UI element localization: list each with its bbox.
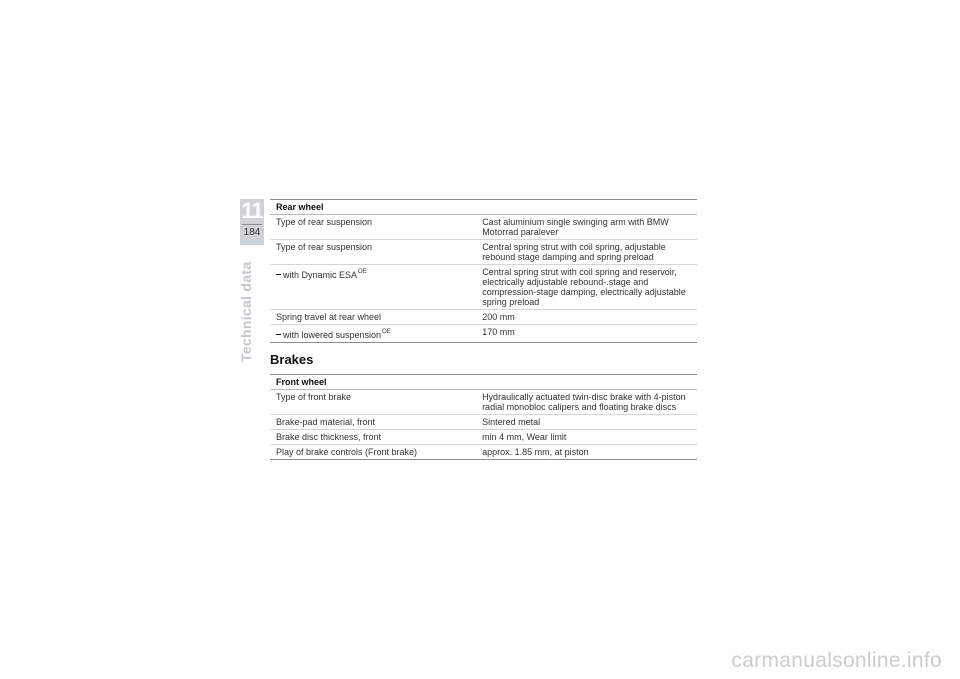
front-wheel-heading: Front wheel: [270, 375, 697, 390]
section-title-brakes: Brakes: [270, 352, 314, 367]
row-label: Type of front brake: [270, 390, 476, 415]
row-label: Brake-pad material, front: [270, 415, 476, 430]
dash-icon: [276, 274, 281, 275]
front-wheel-table: [270, 374, 697, 460]
row-value: 200 mm: [476, 310, 697, 325]
watermark: carmanualsonline.info: [731, 649, 942, 672]
table-row: [270, 240, 697, 265]
row-label: Play of brake controls (Front brake): [270, 445, 476, 460]
row-label-text: with Dynamic ESA: [283, 270, 358, 280]
table-row: [270, 445, 697, 460]
row-value: 170 mm: [476, 325, 697, 343]
rear-wheel-table: [270, 199, 697, 343]
dash-icon: [276, 334, 281, 335]
table-row: [270, 415, 697, 430]
row-label: [270, 265, 476, 310]
row-label: Type of rear suspension: [270, 240, 476, 265]
chapter-tab: [240, 199, 264, 245]
page-number: 184: [243, 227, 261, 238]
table-row: [270, 310, 697, 325]
row-value: approx. 1.85 mm, at piston: [476, 445, 697, 460]
table-row: [270, 325, 697, 343]
row-label: Brake disc thickness, front: [270, 430, 476, 445]
chapter-divider: [242, 224, 262, 225]
row-value: Hydraulically actuated twin-disc brake with 4-piston radial monobloc calipers and floating brake discs: [476, 390, 697, 415]
row-value: Central spring strut with coil spring, adjustable rebound stage damping and spring preload: [476, 240, 697, 265]
chapter-side-label: Technical data: [238, 261, 254, 362]
row-label: [270, 325, 476, 343]
table-row: [270, 265, 697, 310]
table-header: [270, 200, 697, 215]
row-label-text: with lowered suspension: [283, 330, 382, 340]
table-header: [270, 375, 697, 390]
chapter-number: 11: [241, 198, 263, 223]
table-row: [270, 390, 697, 415]
row-value: Sintered metal: [476, 415, 697, 430]
table-row: [270, 215, 697, 240]
row-value: Central spring strut with coil spring and reservoir, electrically adjustable rebound-.stage and compression-stage damping, electrically adjustable spring preload: [476, 265, 697, 310]
row-label: Spring travel at rear wheel: [270, 310, 476, 325]
table-row: [270, 430, 697, 445]
oe-marker: OE: [382, 329, 391, 335]
row-value: min 4 mm, Wear limit: [476, 430, 697, 445]
oe-marker: OE: [358, 269, 367, 275]
row-value: Cast aluminium single swinging arm with BMW Motorrad paralever: [476, 215, 697, 240]
rear-wheel-heading: Rear wheel: [270, 200, 697, 215]
row-label: Type of rear suspension: [270, 215, 476, 240]
page-content: [270, 199, 697, 460]
